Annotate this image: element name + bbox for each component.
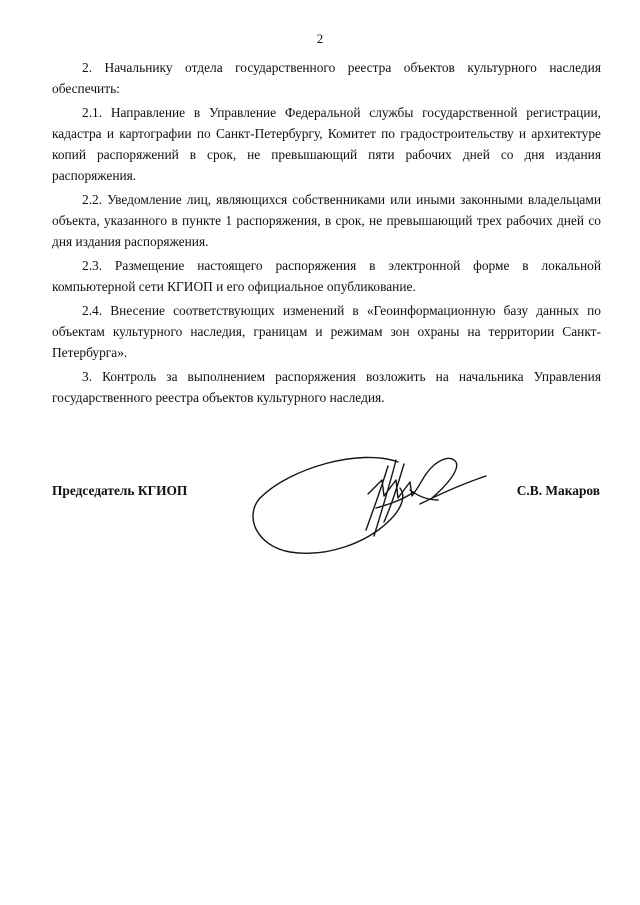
- document-body: [52, 57, 601, 411]
- signatory-name: С.В. Макаров: [516, 483, 600, 498]
- paragraph-3: 3. Контроль за выполнением распоряжения возложить на начальника Управления государственного реестра объектов культурного наследия.: [52, 369, 601, 405]
- paragraph-2-2: 2.2. Уведомление лиц, являющихся собственниками или иными законными владельцами объекта, указанного в пункте 1 распоряжения, в срок, не превышающий трех рабочих дней со дня издания распоряжения.: [52, 192, 601, 249]
- paragraph-2-4: 2.4. Внесение соответствующих изменений в «Геоинформационную базу данных по объектам культурного наследия, границам и режимам зон охраны на территории Санкт-Петербурга».: [52, 303, 601, 360]
- handwritten-signature: [250, 450, 490, 560]
- paragraph-2-3: 2.3. Размещение настоящего распоряжения в электронной форме в локальной компьютерной сети КГИОП и его официальное опубликование.: [52, 258, 601, 294]
- paragraph-2: 2. Начальнику отдела государственного реестра объектов культурного наследия обеспечить:: [52, 60, 601, 96]
- page-number: 2: [316, 31, 324, 46]
- signatory-position: Председатель КГИОП: [52, 483, 188, 498]
- paragraph-2-1: 2.1. Направление в Управление Федеральной службы государственной регистрации, кадастра и картографии по Санкт-Петербургу, Комитет по градостроительству и архитектуре копий распоряжений в срок, не превышающий пяти рабочих дней со дня издания распоряжения.: [52, 105, 601, 183]
